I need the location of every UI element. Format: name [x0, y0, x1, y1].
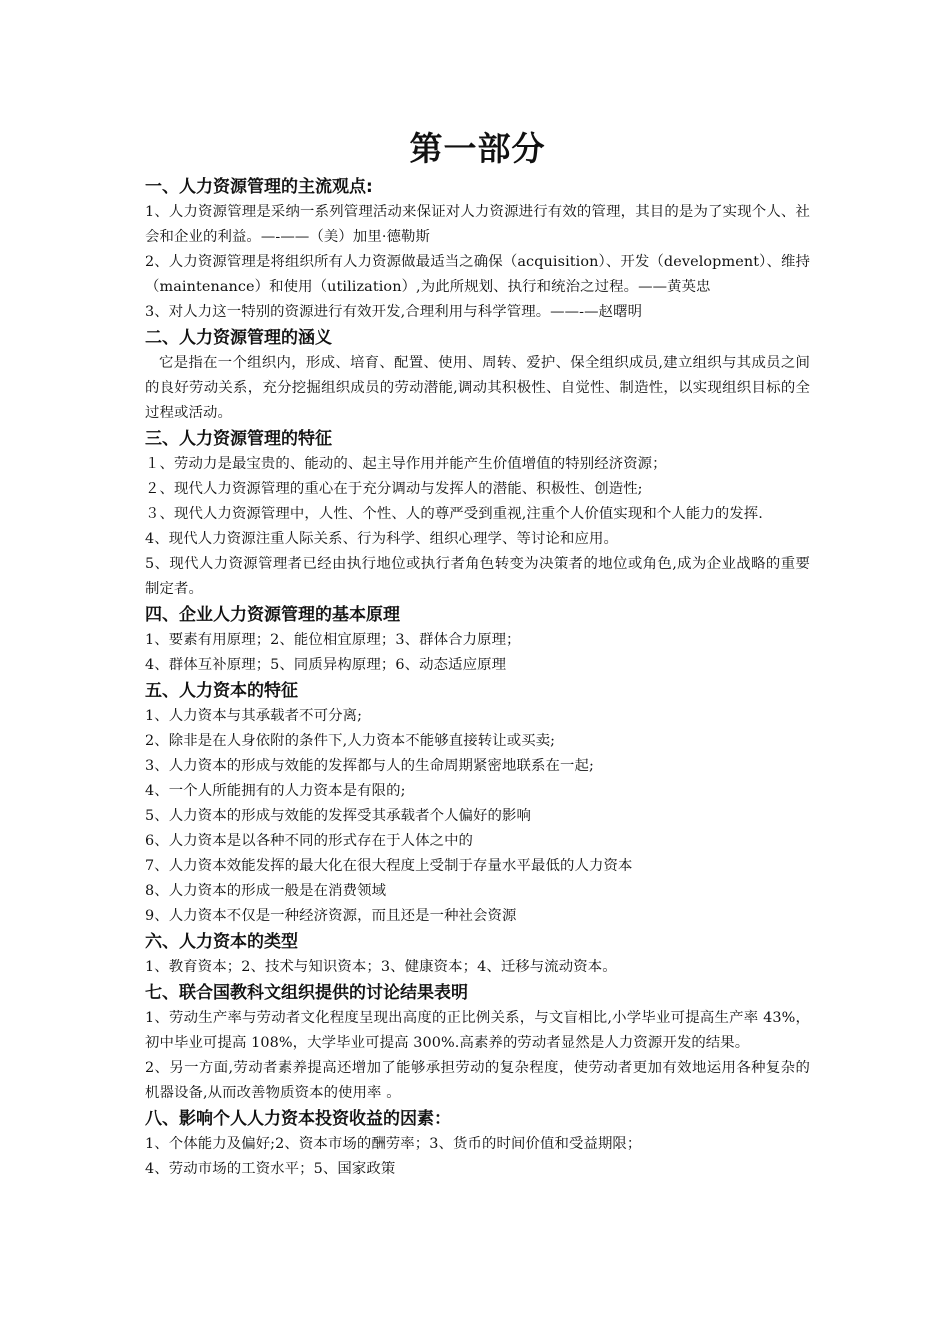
paragraph: 1、人力资本与其承载者不可分离; [145, 708, 363, 724]
section-2 [145, 325, 810, 426]
paragraph: 4、劳动市场的工资水平；5、国家政策 [145, 1161, 396, 1177]
paragraph: 4、一个人所能拥有的人力资本是有限的; [145, 783, 406, 799]
section-3 [145, 426, 810, 602]
paragraph: 3、人力资本的形成与效能的发挥都与人的生命周期紧密地联系在一起; [145, 758, 594, 774]
paragraph: 2、人力资源管理是将组织所有人力资源做最适当之确保（acquisition）、开发（development）、维持（maintenance）和使用（utilization）,为此所规划、执行和统治之过程。——黄英忠 [145, 254, 810, 295]
paragraph: 7、人力资本效能发挥的最大化在很大程度上受制于存量水平最低的人力资本 [145, 858, 633, 874]
paragraph: 1、劳动生产率与劳动者文化程度呈现出高度的正比例关系，与文盲相比,小学毕业可提高生产率 43%，初中毕业可提高 108%，大学毕业可提高 300%.高素养的劳动者显然是人力资源开发的结果。 [145, 1010, 810, 1051]
section-heading: 八、影响个人人力资本投资收益的因素： [145, 1109, 451, 1129]
section-heading: 四、企业人力资源管理的基本原理 [145, 605, 400, 625]
paragraph: 1、教育资本；2、技术与知识资本；3、健康资本；4、迁移与流动资本。 [145, 959, 617, 975]
paragraph: 1、人力资源管理是采纳一系列管理活动来保证对人力资源进行有效的管理，其目的是为了实现个人、社会和企业的利益。—-——（美）加里·德勒斯 [145, 204, 810, 245]
section-heading: 三、人力资源管理的特征 [145, 429, 332, 449]
section-4 [145, 602, 810, 678]
paragraph: 2、另一方面,劳动者素养提高还增加了能够承担劳动的复杂程度，使劳动者更加有效地运用各种复杂的机器设备,从而改善物质资本的使用率 。 [145, 1060, 810, 1101]
paragraph: ２、现代人力资源管理的重心在于充分调动与发挥人的潜能、积极性、创造性; [145, 481, 643, 497]
paragraph: 3、对人力这一特别的资源进行有效开发,合理利用与科学管理。——-—赵曙明 [145, 304, 643, 320]
section-heading: 七、联合国教科文组织提供的讨论结果表明 [145, 983, 468, 1003]
section-heading: 五、人力资本的特征 [145, 681, 298, 701]
paragraph: １、劳动力是最宝贵的、能动的、起主导作用并能产生价值增值的特别经济资源； [145, 456, 667, 472]
paragraph: 5、现代人力资源管理者已经由执行地位或执行者角色转变为决策者的地位或角色,成为企业战略的重要制定者。 [145, 556, 810, 597]
paragraph: 1、要素有用原理；2、能位相宜原理；3、群体合力原理； [145, 632, 521, 648]
paragraph: 它是指在一个组织内，形成、培育、配置、使用、周转、爱护、保全组织成员,建立组织与其成员之间的良好劳动关系，充分挖掘组织成员的劳动潜能,调动其积极性、自觉性、制造性，以实现组织目标的全过程或活动。 [145, 355, 810, 421]
section-heading: 一、人力资源管理的主流观点: [145, 177, 373, 197]
section-6 [145, 929, 810, 980]
section-8 [145, 1106, 810, 1182]
section-5 [145, 678, 810, 929]
section-1 [145, 174, 810, 325]
paragraph: 5、人力资本的形成与效能的发挥受其承载者个人偏好的影响 [145, 808, 532, 824]
paragraph: 1、个体能力及偏好;2、资本市场的酬劳率；3、货币的时间价值和受益期限； [145, 1136, 642, 1152]
paragraph: ３、现代人力资源管理中，人性、个性、人的尊严受到重视,注重个人价值实现和个人能力的发挥. [145, 506, 763, 522]
paragraph: 6、人力资本是以各种不同的形式存在于人体之中的 [145, 833, 474, 849]
paragraph: 9、人力资本不仅是一种经济资源，而且还是一种社会资源 [145, 908, 517, 924]
paragraph: 4、现代人力资源注重人际关系、行为科学、组织心理学、等讨论和应用。 [145, 531, 618, 547]
paragraph: 8、人力资本的形成一般是在消费领域 [145, 883, 387, 899]
paragraph: 2、除非是在人身依附的条件下,人力资本不能够直接转让或买卖; [145, 733, 556, 749]
section-heading: 六、人力资本的类型 [145, 932, 298, 952]
section-7 [145, 980, 810, 1106]
document-title: 第一部分 [409, 129, 546, 168]
paragraph: 4、群体互补原理；5、同质异构原理；6、动态适应原理 [145, 657, 507, 673]
section-heading: 二、人力资源管理的涵义 [145, 328, 332, 348]
